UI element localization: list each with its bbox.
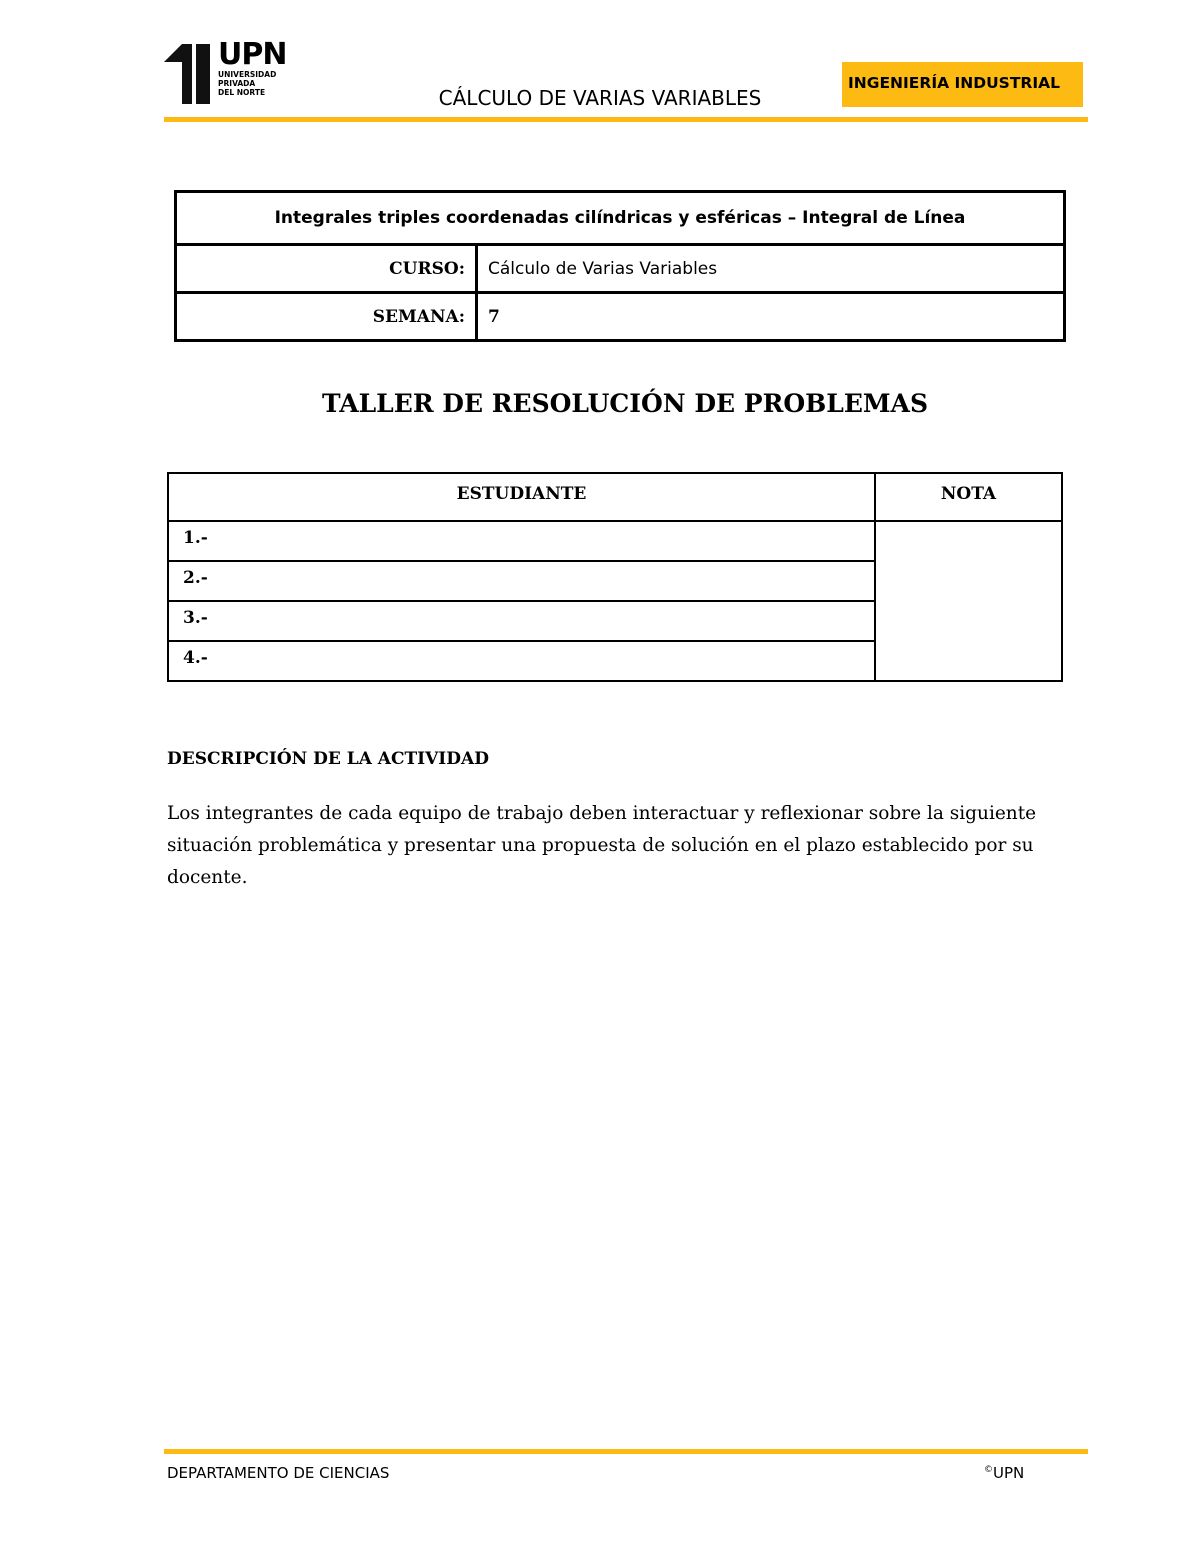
footer-divider [164, 1449, 1088, 1454]
student-header: ESTUDIANTE [168, 473, 875, 521]
student-row-3[interactable]: 3.- [168, 601, 875, 641]
table-row [168, 521, 1062, 561]
description-body: Los integrantes de cada equipo de trabajo deben interactuar y reflexionar sobre la siguiente situación problemática y presentar una propuesta de solución en el plazo establecido por su docente. [167, 803, 1037, 888]
topic-cell: Integrales triples coordenadas cilíndricas y esféricas – Integral de Línea [176, 192, 1065, 245]
week-value: 7 [477, 293, 1065, 341]
grade-header: NOTA [875, 473, 1062, 521]
logo-name: UPN [218, 37, 287, 72]
copyright-symbol: © [984, 1465, 993, 1475]
logo-wordmark [218, 37, 287, 97]
week-label: SEMANA: [176, 293, 477, 341]
course-info-table [174, 190, 1066, 342]
student-row-1[interactable]: 1.- [168, 521, 875, 561]
course-value: Cálculo de Varias Variables [477, 245, 1065, 293]
course-label: CURSO: [176, 245, 477, 293]
footer-department: DEPARTAMENTO DE CIENCIAS [167, 1464, 390, 1482]
logo-line-3: DEL NORTE [218, 88, 266, 97]
header-divider [164, 117, 1088, 122]
footer-copyright [984, 1464, 1024, 1482]
student-row-4[interactable]: 4.- [168, 641, 875, 681]
logo-line-1: UNIVERSIDAD [218, 70, 277, 79]
student-row-2[interactable]: 2.- [168, 561, 875, 601]
description-heading: DESCRIPCIÓN DE LA ACTIVIDAD [167, 749, 489, 769]
grade-cell[interactable] [875, 521, 1062, 681]
program-badge: INGENIERÍA INDUSTRIAL [842, 62, 1083, 107]
logo-line-2: PRIVADA [218, 79, 256, 88]
student-grade-table [167, 472, 1063, 682]
header-course-title: CÁLCULO DE VARIAS VARIABLES [438, 86, 762, 110]
copyright-owner: UPN [993, 1464, 1025, 1482]
workshop-title: TALLER DE RESOLUCIÓN DE PROBLEMAS [321, 389, 929, 418]
